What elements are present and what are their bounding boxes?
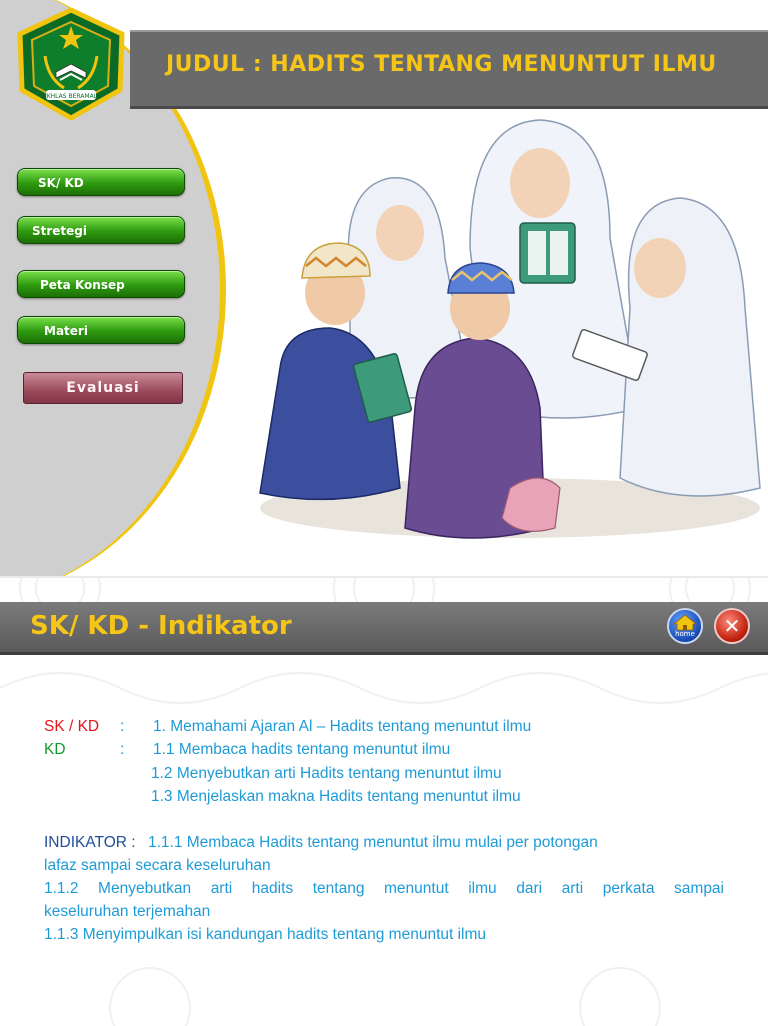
- kd-colon: :: [120, 741, 125, 758]
- home-label: home: [675, 630, 695, 638]
- nav-evaluasi-button[interactable]: Evaluasi: [23, 372, 183, 404]
- skkd-indikator-slide: [0, 576, 768, 1026]
- sk-label: SK / KD: [44, 718, 100, 735]
- indikator-3: 1.1.3 Menyimpulkan isi kandungan hadits tentang menuntut ilmu: [44, 926, 487, 943]
- children-reading-quran-illustration: [240, 108, 768, 556]
- kd-item: 1.3 Menjelaskan makna Hadits tentang menuntut ilmu: [151, 788, 521, 805]
- nav-strategi-button[interactable]: Stretegi: [17, 216, 185, 244]
- indikator-2-line-2: keseluruhan terjemahan: [44, 903, 211, 920]
- indikator-2-line-1: 1.1.2 Menyebutkan arti hadits tentang menuntut ilmu dari arti perkata sampai: [44, 880, 724, 897]
- sk-text: 1. Memahami Ajaran Al – Hadits tentang menuntut ilmu: [153, 718, 532, 735]
- nav-skkd-button[interactable]: SK/ KD: [17, 168, 185, 196]
- title-bar: [130, 30, 768, 109]
- slide-header-title: SK/ KD - Indikator: [30, 611, 292, 641]
- ministry-emblem-icon: [12, 8, 130, 120]
- skkd-content: [0, 578, 768, 1026]
- slide-title: JUDUL : HADITS TENTANG MENUNTUT ILMU: [166, 52, 717, 77]
- nav-materi-button[interactable]: Materi: [17, 316, 185, 344]
- indikator-1-line-1: 1.1.1 Membaca Hadits tentang menuntut ilmu mulai per potongan: [148, 834, 598, 851]
- indikator-1-line-2: lafaz sampai secara keseluruhan: [44, 857, 271, 874]
- close-icon: ✕: [723, 614, 741, 638]
- kd-item: 1.1 Membaca hadits tentang menuntut ilmu: [153, 741, 451, 758]
- logo-motto: IKHLAS BERAMAL: [44, 93, 98, 100]
- nav-peta-konsep-button[interactable]: Peta Konsep: [17, 270, 185, 298]
- kd-item: 1.2 Menyebutkan arti Hadits tentang menuntut ilmu: [151, 765, 502, 782]
- indikator-label: INDIKATOR :: [44, 834, 136, 851]
- kd-label: KD: [44, 741, 66, 758]
- sk-colon: :: [120, 718, 125, 735]
